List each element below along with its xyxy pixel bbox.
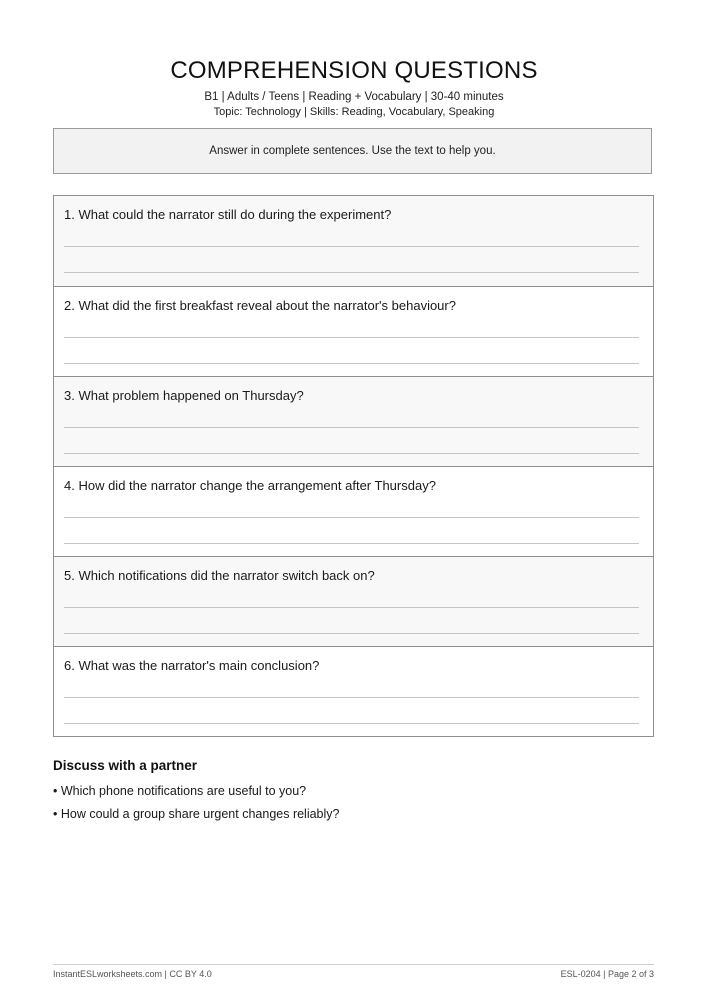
question-block — [54, 556, 653, 646]
instructions-text: Answer in complete sentences. Use the text to help you. — [209, 145, 496, 157]
answer-line[interactable] — [64, 427, 639, 428]
instructions-box — [53, 128, 652, 174]
answer-line[interactable] — [64, 607, 639, 608]
answer-line[interactable] — [64, 633, 639, 634]
question-block — [54, 286, 653, 376]
discussion-heading: Discuss with a partner — [53, 758, 198, 773]
answer-line[interactable] — [64, 543, 639, 544]
answer-line[interactable] — [64, 363, 639, 364]
question-text: 6. What was the narrator's main conclusion? — [64, 658, 320, 673]
question-block — [54, 376, 653, 466]
footer-divider — [53, 964, 654, 965]
question-text: 1. What could the narrator still do during the experiment? — [64, 207, 392, 222]
footer-page-number: ESL-0204 | Page 2 of 3 — [560, 969, 654, 979]
answer-line[interactable] — [64, 337, 639, 338]
question-text: 4. How did the narrator change the arrangement after Thursday? — [64, 478, 436, 493]
answer-line[interactable] — [64, 453, 639, 454]
answer-line[interactable] — [64, 272, 639, 273]
answer-line[interactable] — [64, 723, 639, 724]
topic-info: Topic: Technology | Skills: Reading, Vocabulary, Speaking — [213, 106, 495, 118]
footer-source: InstantESLworksheets.com | CC BY 4.0 — [53, 969, 212, 979]
answer-line[interactable] — [64, 697, 639, 698]
question-text: 5. Which notifications did the narrator switch back on? — [64, 568, 375, 583]
level-info: B1 | Adults / Teens | Reading + Vocabulary | 30-40 minutes — [204, 91, 504, 103]
question-block — [54, 466, 653, 556]
question-text: 3. What problem happened on Thursday? — [64, 388, 304, 403]
answer-line[interactable] — [64, 246, 639, 247]
question-block — [54, 646, 653, 736]
answer-line[interactable] — [64, 517, 639, 518]
discussion-item: • How could a group share urgent changes reliably? — [53, 807, 340, 821]
discussion-item: • Which phone notifications are useful to you? — [53, 784, 307, 798]
page-title: COMPREHENSION QUESTIONS — [170, 57, 538, 84]
question-text: 2. What did the first breakfast reveal about the narrator's behaviour? — [64, 298, 456, 313]
questions-table — [53, 195, 654, 737]
question-block — [54, 196, 653, 286]
